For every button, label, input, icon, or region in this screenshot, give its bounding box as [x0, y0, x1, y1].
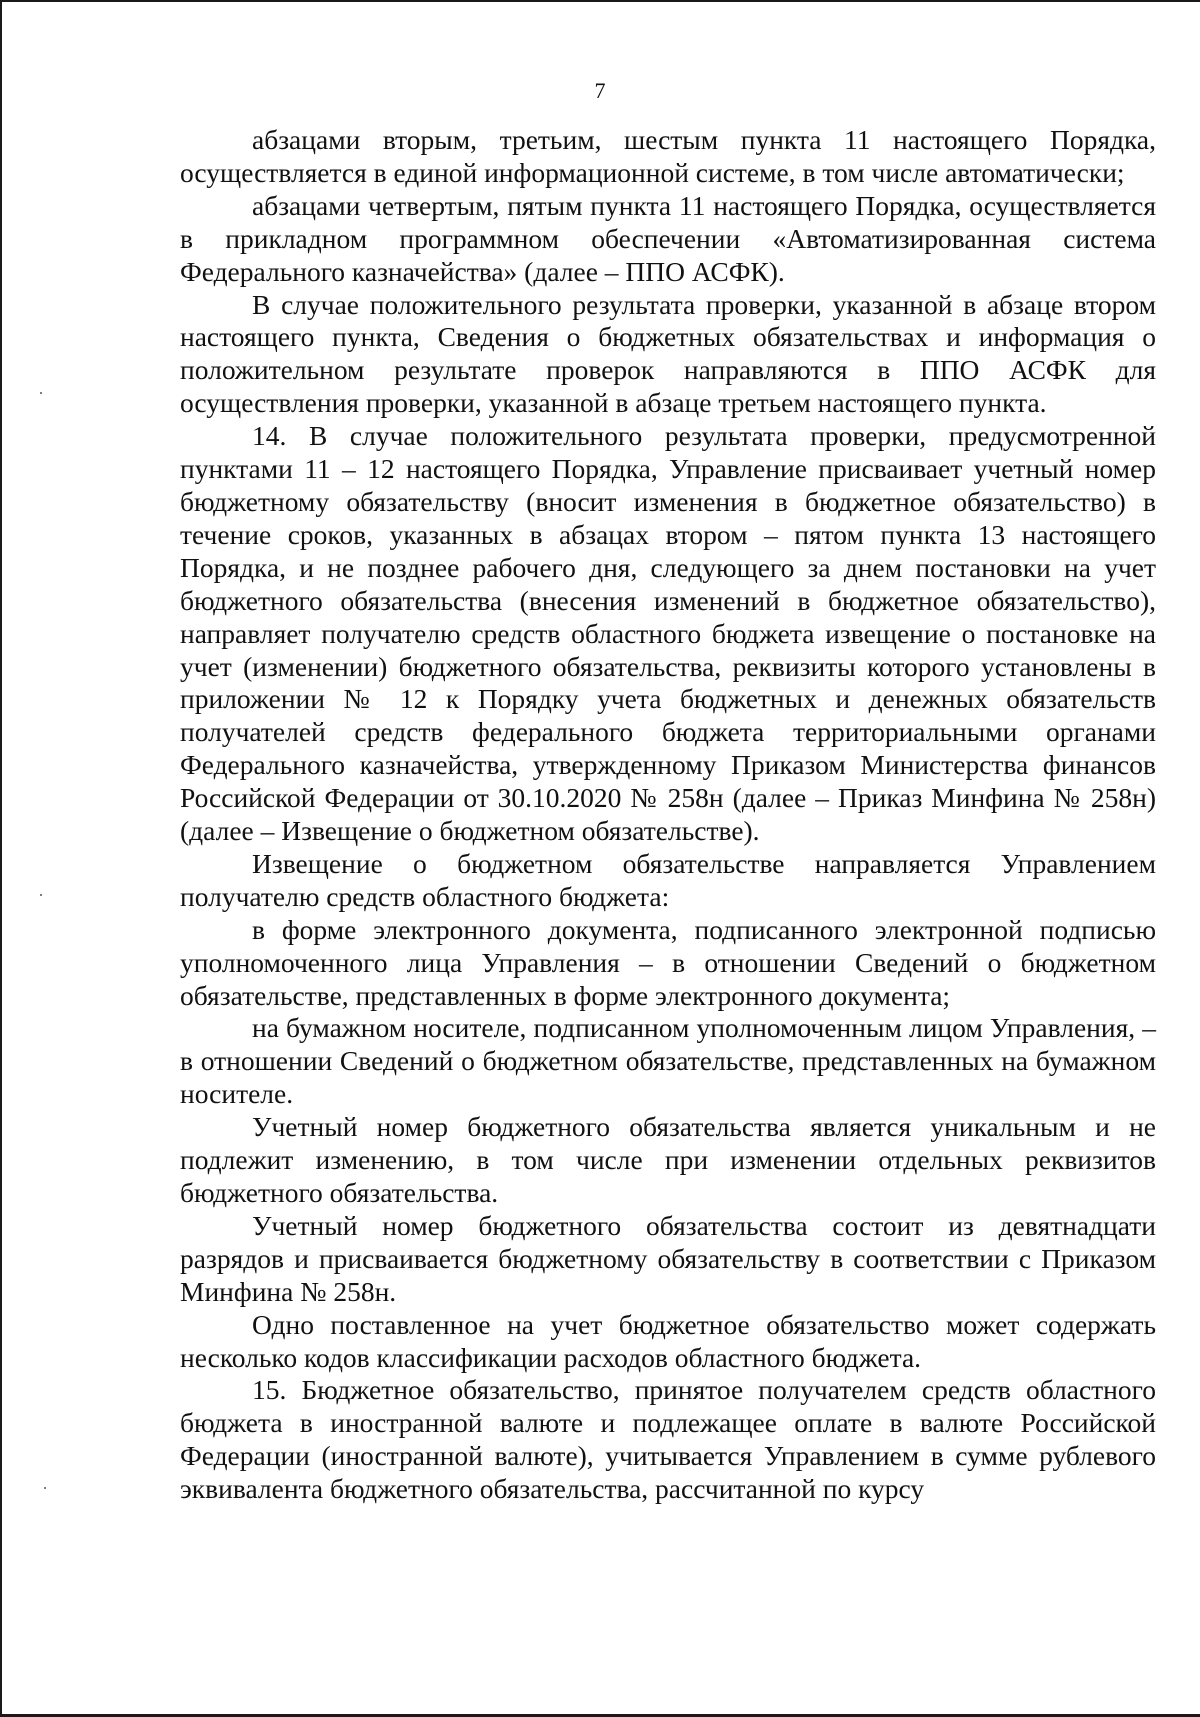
- paragraph: В случае положительного результата проверки, указанной в абзаце втором настоящего пункта, Сведения о бюджетных обязательствах и информация о положительном результате проверок направляются в ППО АСФК для осуществления проверки, указанной в абзаце третьем настоящего пункта.: [180, 288, 1156, 419]
- scan-edge-left: [0, 0, 2, 1717]
- paragraph: Учетный номер бюджетного обязательства состоит из девятнадцати разрядов и присваивается бюджетному обязательству в соответствии с Приказом Минфина № 258н.: [180, 1209, 1156, 1307]
- paragraph: в форме электронного документа, подписанного электронной подписью уполномоченного лица Управления – в отношении Сведений о бюджетном обязательстве, представленных в форме электронного документа;: [180, 913, 1156, 1011]
- paragraph: абзацами четвертым, пятым пункта 11 настоящего Порядка, осуществляется в прикладном программном обеспечении «Автоматизированная система Федерального казначейства» (далее – ППО АСФК).: [180, 189, 1156, 287]
- scan-speck: [40, 894, 42, 896]
- scan-edge-top: [0, 0, 1200, 2]
- scan-speck: [44, 1487, 46, 1489]
- document-body: [180, 124, 1156, 1506]
- paragraph: абзацами вторым, третьим, шестым пункта 11 настоящего Порядка, осуществляется в единой информационной системе, в том числе автоматически;: [180, 124, 1156, 188]
- paragraph: 15. Бюджетное обязательство, принятое получателем средств областного бюджета в иностранной валюте и подлежащее оплате в валюте Российской Федерации (иностранной валюте), учитывается Управлением в сумме рублевого эквивалента бюджетного обязательства, рассчитанной по курсу: [180, 1374, 1156, 1505]
- scan-speck: [40, 392, 42, 394]
- paragraph: на бумажном носителе, подписанном уполномоченным лицом Управления, – в отношении Сведений о бюджетном обязательстве, представленных на бумажном носителе.: [180, 1012, 1156, 1110]
- paragraph: Учетный номер бюджетного обязательства является уникальным и не подлежит изменению, в том числе при изменении отдельных реквизитов бюджетного обязательства.: [180, 1111, 1156, 1208]
- paragraph: Одно поставленное на учет бюджетное обязательство может содержать несколько кодов классификации расходов областного бюджета.: [180, 1308, 1156, 1373]
- paragraph: 14. В случае положительного результата проверки, предусмотренной пунктами 11 – 12 настоящего Порядка, Управление присваивает учетный номер бюджетному обязательству (вносит изменения в бюджетное обязательство) в течение сроков, указанных в абзацах втором – пятом пункта 13 настоящего Порядка, и не позднее рабочего дня, следующего за днем постановки на учет бюджетного обязательства (внесения изменений в бюджетное обязательство), направляет получателю средств областного бюджета извещение о постановке на учет (изменении) бюджетного обязательства, реквизиты которого установлены в приложении № 12 к Порядку учета бюджетных и денежных обязательств получателей средств федерального бюджета территориальными органами Федерального казначейства, утвержденному Приказом Министерства финансов Российской Федерации от 30.10.2020 № 258н (далее – Приказ Минфина № 258н) (далее – Извещение о бюджетном обязательстве).: [180, 420, 1156, 847]
- page-number: 7: [594, 78, 606, 103]
- paragraph: Извещение о бюджетном обязательстве направляется Управлением получателю средств областного бюджета:: [180, 847, 1156, 912]
